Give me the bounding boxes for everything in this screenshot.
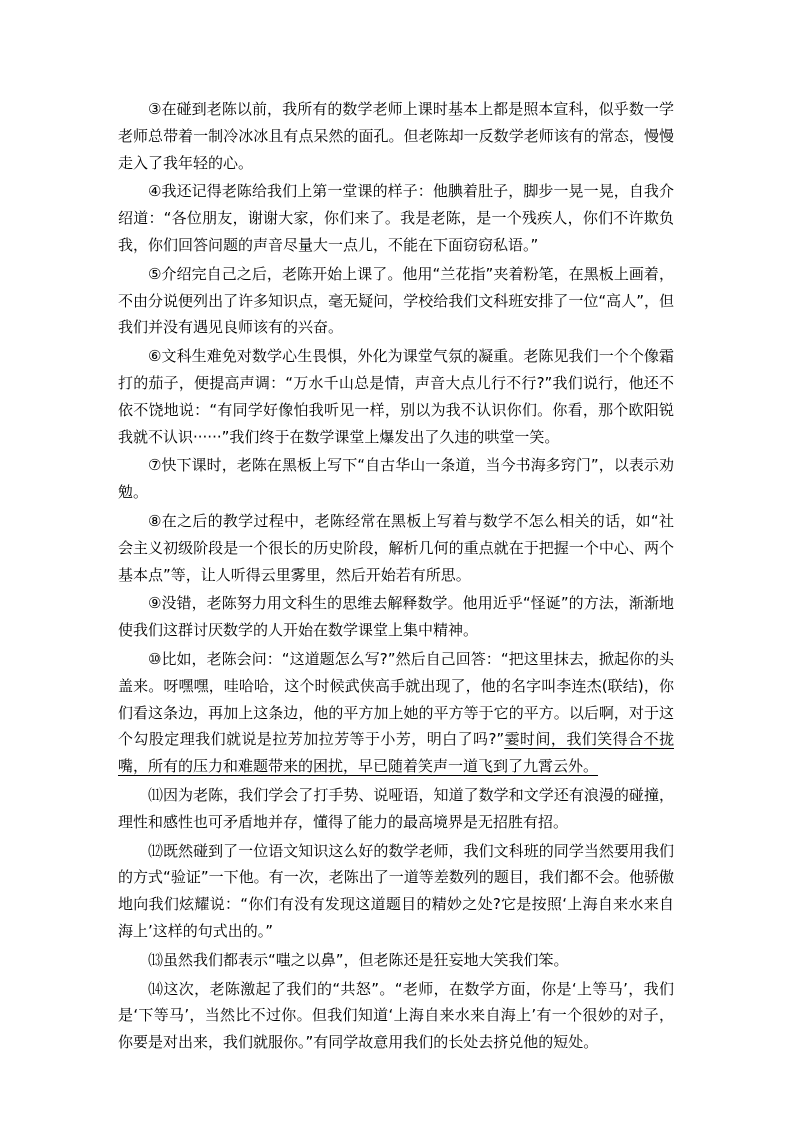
paragraph-12 [118, 838, 674, 945]
paragraph-14-text: ⒁这次，老陈激起了我们的“共怒”。“老师，在数学方面，你是‘上等马’，我们是‘下等马’，当然比不过你。但我们知道‘上海自来水来自海上’有一个很妙的对子，你要是对出来，我们就服你。”有同学故意用我们的长处去挤兑他的短处。 [118, 979, 674, 1052]
paragraph-9-text: ⑨没错，老陈努力用文科生的思维去解释数学。他用近乎“怪诞”的方法，渐渐地使我们这群讨厌数学的人开始在数学课堂上集中精神。 [118, 594, 674, 640]
paragraph-7 [118, 452, 674, 506]
paragraph-10-text: ⑩比如，老陈会问：“这道题怎么写?”然后自己回答：“把这里抹去，掀起你的头盖来。呀嘿嘿，哇哈哈，这个时候武侠高手就出现了，他的名字叫李连杰(联结)，你们看这条边，再加上这条边，他的平方加上她的平方等于它的平方。以后啊，对于这个勾股定理我们就说是拉芳加拉芳等于小芳，明白了吗?” [118, 649, 674, 749]
paragraph-10 [118, 646, 674, 780]
paragraph-6 [118, 343, 674, 450]
paragraph-9 [118, 590, 674, 644]
paragraph-3-text: ③在碰到老陈以前，我所有的数学老师上课时基本上都是照本宣科，似乎数一学老师总带着一制冷冰冰且有点呆然的面孔。但老陈却一反数学老师该有的常态，慢慢走入了我年轻的心。 [118, 100, 674, 172]
paragraph-11 [118, 782, 674, 836]
paragraph-5 [118, 261, 674, 341]
paragraph-10-underlined-sentence: 霎时间，我们笑得合不拢嘴，所有的压力和难题带来的困扰，早已随着笑声一道飞到了九霄云外。 [118, 730, 674, 776]
paragraph-4-text: ④我还记得老陈给我们上第一堂课的样子：他腆着肚子，脚步一晃一晃，自我介绍道：“各位朋友，谢谢大家，你们来了。我是老陈，是一个残疾人，你们不许欺负我，你们回答问题的声音尽量大一点儿，不能在下面窃窃私语。” [118, 182, 674, 254]
paragraph-12-text: ⑿既然碰到了一位语文知识这么好的数学老师，我们文科班的同学当然要用我们的方式“验证”一下他。有一次，老陈出了一道等差数列的题目，我们都不会。他骄傲地向我们炫耀说：“你们有没有发现这道题目的精妙之处?它是按照‘上海自来水来自海上’这样的句式出的。” [118, 841, 674, 940]
paragraph-5-text: ⑤介绍完自己之后，老陈开始上课了。他用“兰花指”夹着粉笔，在黑板上画着，不由分说便列出了许多知识点，毫无疑问，学校给我们文科班安排了一位“高人”，但我们并没有遇见良师该有的兴奋。 [118, 264, 674, 337]
article-body [118, 96, 674, 1058]
paragraph-13-text: ⒀虽然我们都表示“嗤之以鼻”，但老陈还是狂妄地大笑我们笨。 [148, 950, 569, 969]
paragraph-11-text: ⑾因为老陈，我们学会了打手势、说哑语，知道了数学和文学还有浪漫的碰撞，理性和感性也可矛盾地并存，懂得了能力的最高境界是无招胜有招。 [118, 785, 674, 831]
paragraph-14 [118, 976, 674, 1056]
paragraph-8 [118, 508, 674, 588]
paragraph-8-text: ⑧在之后的教学过程中，老陈经常在黑板上写着与数学不怎么相关的话，如“社会主义初级阶段是一个很长的历史阶段，解析几何的重点就在于把握一个中心、两个基本点”等，让人听得云里雾里，然后开始若有所思。 [118, 511, 674, 584]
paragraph-4 [118, 178, 674, 258]
paragraph-7-text: ⑦快下课时，老陈在黑板上写下“自古华山一条道，当今书海多窍门”，以表示劝勉。 [118, 456, 674, 502]
paragraph-13 [118, 947, 674, 974]
paragraph-3 [118, 96, 674, 176]
paragraph-6-text: ⑥文科生难免对数学心生畏惧，外化为课堂气氛的凝重。老陈见我们一个个像霜打的茄子，便提高声调：“万水千山总是情，声音大点儿行不行?”我们说行，他还不依不饶地说：“有同学好像怕我听见一样，别以为我不认识你们。你看，那个欧阳锐我就不认识······”我们终于在数学课堂上爆发出了久违的哄堂一笑。 [118, 347, 674, 446]
